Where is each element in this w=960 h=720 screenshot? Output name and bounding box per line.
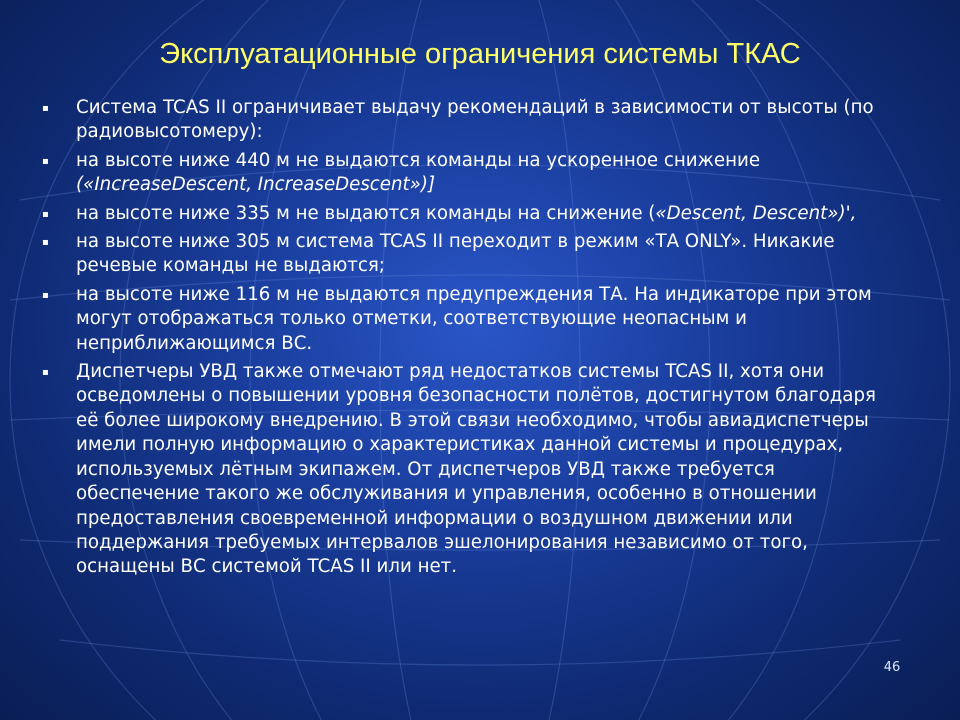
slide-title: Эксплуатационные ограничения системы ТКАС [159,38,801,70]
slide-number: 46 [883,660,901,675]
bullet-marker-icon: ▪ [42,367,49,379]
list-item: ▪ на высоте ниже 335 м не выдаются команды на снижение («Descent, Descent»)', [38,202,898,226]
list-item: ▪ на высоте ниже 116 м не выдаются предупреждения ТА. На индикаторе при этом могут отображаться только отметки, соответствующие неопасным и неприближающимся ВС. [42,283,872,354]
bullet-marker-icon: ▪ [42,155,49,167]
bullet-marker-icon: ▪ [42,289,49,301]
list-item: ▪ на высоте ниже 305 м система TCAS II переходит в режим «ТА ONLY». Никакие речевые команды не выдаются; [42,231,835,277]
list-item: ▪ на высоте ниже 440 м не выдаются команды на ускоренное снижение («IncreaseDescent, IncreaseDescent»)] [42,149,761,196]
bullet-list [38,96,898,584]
list-item: ▪ Система TCAS II ограничивает выдачу рекомендаций в зависимости от высоты (по радиовысотомеру): [42,97,874,143]
bullet-marker-icon: ▪ [42,237,49,249]
list-item: ▪ Диспетчеры УВД также отмечают ряд недостатков системы TCAS II, хотя они осведомлены о повышении уровня безопасности полётов, достигнутом благодаря её более широкому внедрению. В этой связи необходимо, чтобы авиадиспетчеры имели полную информацию о характеристиках данной системы и процедурах, используемых лётным экипажем. От диспетчеров УВД также требуется обеспечение такого же обслуживания и управления, особенно в отношении предоставления своевременной информации о воздушном движении или поддержания требуемых интервалов эшелонирования независимо от того, оснащены ВС системой TCAS II или нет. [42,361,876,578]
bullet-marker-icon: ▪ [42,208,49,220]
bullet-marker-icon: ▪ [42,103,49,114]
